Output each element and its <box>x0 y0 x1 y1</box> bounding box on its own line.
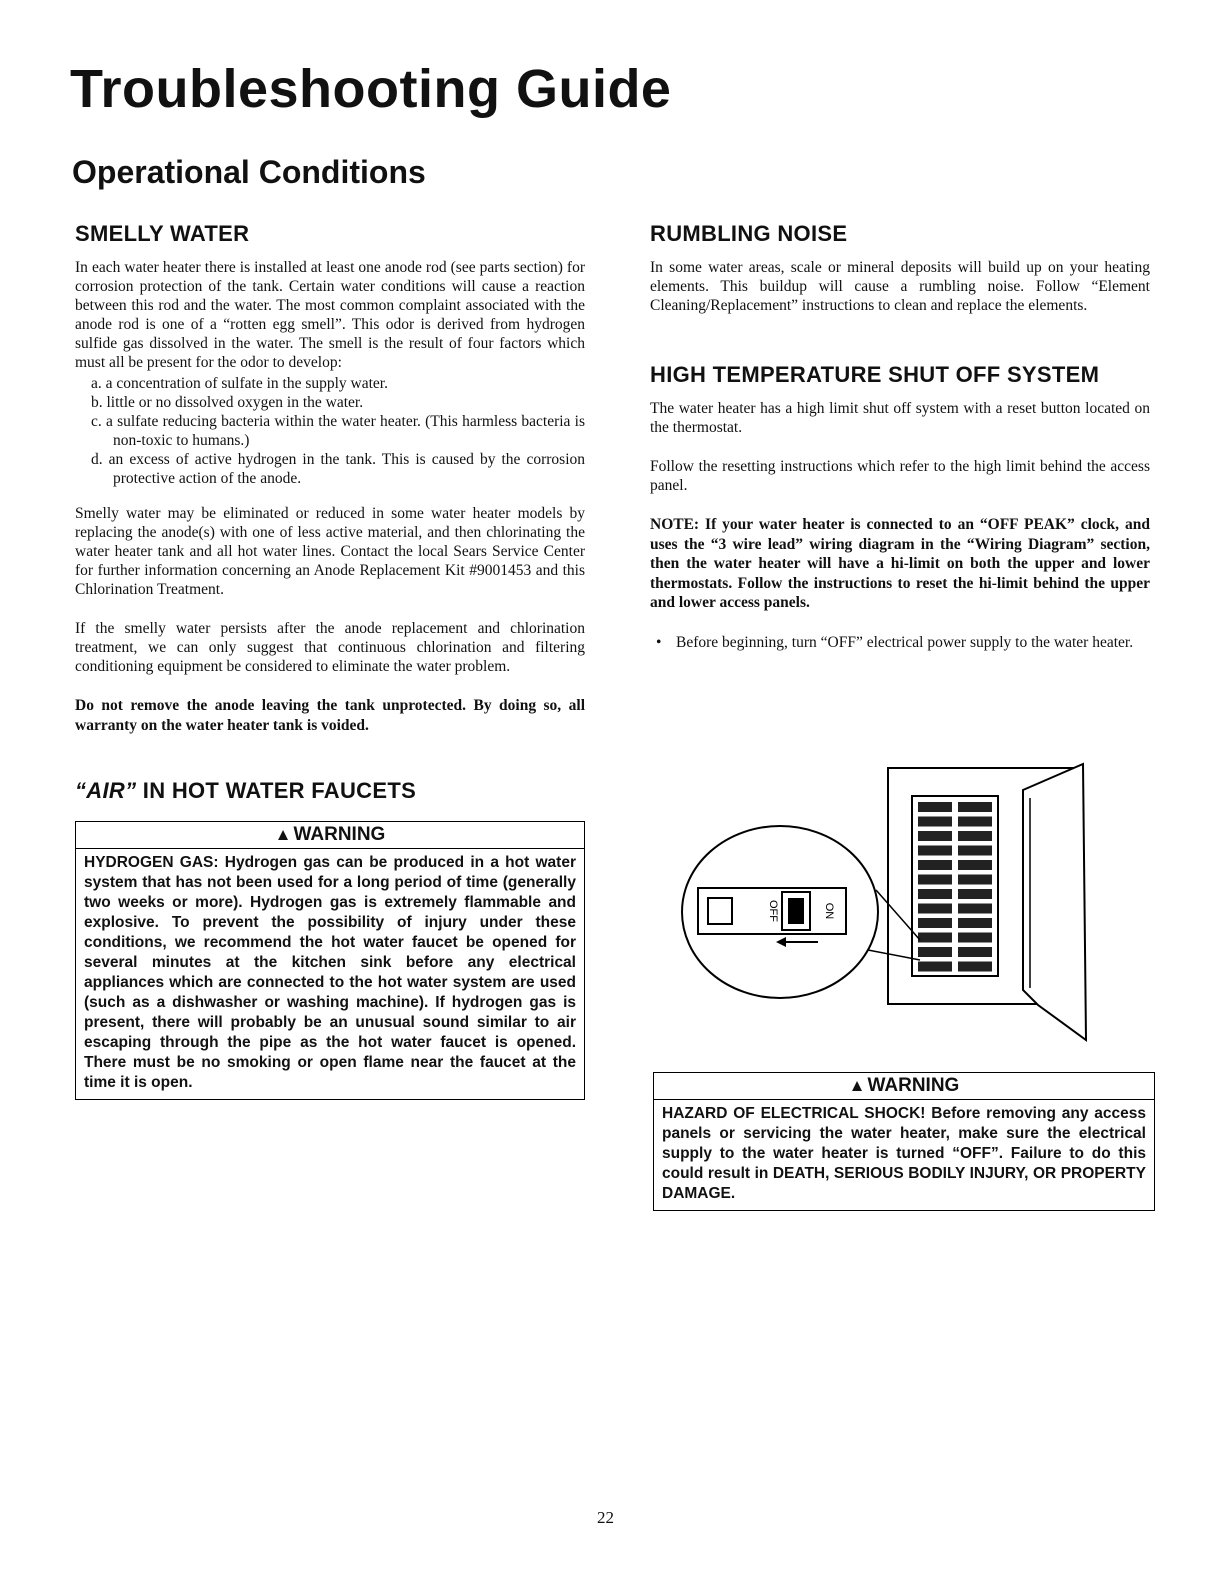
breaker-row <box>918 846 952 856</box>
smelly-water-heading: SMELLY WATER <box>75 221 250 246</box>
breaker-row <box>958 918 992 928</box>
electrical-warning-box <box>653 1072 1155 1211</box>
breaker-row <box>918 875 952 885</box>
section-title: Operational Conditions <box>72 154 426 190</box>
air-heading-rest: IN HOT WATER FAUCETS <box>136 778 417 804</box>
power-off-list <box>650 633 1150 652</box>
breaker-row <box>918 904 952 914</box>
warning-triangle-icon: ▲ <box>848 1076 866 1095</box>
breaker-off-label: OFF <box>767 900 779 922</box>
breaker-row <box>918 889 952 899</box>
breaker-row <box>918 860 952 870</box>
breaker-row <box>958 904 992 914</box>
breaker-panel-illustration <box>678 760 1098 1060</box>
anode-warning: Do not remove the anode leaving the tank unprotected. By doing so, all warranty on the water heater tank is voided. <box>75 697 585 734</box>
breaker-row <box>958 933 992 943</box>
smelly-water-intro: In each water heater there is installed at least one anode rod (see parts section) for corrosion protection of the tank. Certain water conditions will cause a reaction between this rod and the water. The most common complaint associated with the anode rod is one of a “rotten egg smell”. This odor is derived from hydrogen sulfide gas dissolved in the water. The smell is the result of four factors which must all be present for the odor to develop: <box>75 259 585 372</box>
smelly-water-factors <box>75 374 585 488</box>
high-temp-para1: The water heater has a high limit shut off system with a reset button located on the thermostat. <box>650 400 1150 437</box>
breaker-row <box>918 831 952 841</box>
breaker-row <box>918 947 952 957</box>
rumbling-text: In some water areas, scale or mineral deposits will build up on your heating elements. This buildup will cause a rumbling noise. Follow “Element Cleaning/Replacement” instructions to clean and replace the elements. <box>650 259 1150 315</box>
hydrogen-warning-text: HYDROGEN GAS: Hydrogen gas can be produced in a hot water system that has not been used for a long period of time (generally two weeks or more). Hydrogen gas is extremely flammable and explosive. To prevent the possibility of injury under these conditions, we recommend the hot water faucet be opened for several minutes at the kitchen sink before any electrical appliances which are connected to the hot water system are used (such as a dishwasher or washing machine). If hydrogen gas is present, there will probably be an unusual sound similar to air escaping through the pipe as the hot water faucet is opened. There must be no smoking or open flame near the faucet at the time it is open. <box>84 854 576 1092</box>
breaker-row <box>918 918 952 928</box>
factor-item: a. a concentration of sulfate in the supply water. <box>91 375 388 393</box>
breaker-square <box>708 898 732 924</box>
breaker-row <box>958 831 992 841</box>
breaker-row <box>918 962 952 972</box>
page-title: Troubleshooting Guide <box>70 59 672 119</box>
air-faucets-heading <box>75 779 585 803</box>
page-number: 22 <box>597 1508 614 1527</box>
hydrogen-warning-box <box>75 821 585 1100</box>
breaker-row <box>958 860 992 870</box>
warning-triangle-icon: ▲ <box>274 825 292 845</box>
smelly-water-remedy: Smelly water may be eliminated or reduced in some water heater models by replacing the anode(s) with one of less active material, and then chlorinating the water heater tank and all hot water lines. Contact the local Sears Service Center for further information concerning an Anode Replacement Kit #9001453 and this Chlorination Treatment. <box>75 505 585 599</box>
breaker-row <box>958 846 992 856</box>
warning-label: WARNING <box>293 824 386 846</box>
electrical-warning-text: HAZARD OF ELECTRICAL SHOCK! Before removing any access panels or servicing the water heater, make sure the electrical supply to the water heater is turned “OFF”. Failure to do this could result in DEATH, SERIOUS BODILY INJURY, OR PROPERTY DAMAGE. <box>662 1105 1146 1202</box>
breaker-on-label: ON <box>823 902 835 920</box>
breaker-row <box>958 802 992 812</box>
breaker-row <box>958 875 992 885</box>
list-item <box>656 633 1150 652</box>
warning-header <box>76 824 584 849</box>
high-temp-heading: HIGH TEMPERATURE SHUT OFF SYSTEM <box>650 362 1100 388</box>
high-temp-para2: Follow the resetting instructions which refer to the high limit behind the access panel. <box>650 458 1150 495</box>
panel-door <box>1023 764 1086 1040</box>
rumbling-heading: RUMBLING NOISE <box>650 221 848 246</box>
bullet-icon: • <box>656 633 662 651</box>
power-off-text: Before beginning, turn “OFF” electrical power supply to the water heater. <box>676 633 1134 651</box>
left-column <box>75 222 585 1100</box>
breaker-row <box>958 889 992 899</box>
factor-item: b. little or no dissolved oxygen in the water. <box>91 394 364 412</box>
factor-item: d. an excess of active hydrogen in the tank. This is caused by the corrosion protective action of the anode. <box>91 451 585 488</box>
warning-label: WARNING <box>867 1075 960 1096</box>
breaker-row <box>958 962 992 972</box>
right-column <box>650 222 1150 652</box>
off-peak-note: NOTE: If your water heater is connected to an “OFF PEAK” clock, and uses the “3 wire lead” wiring diagram in the “Wiring Diagram” section, then the water heater will have a hi-limit on both the upper and lower thermostats. Follow the instructions to reset the hi-limit behind the upper and lower access panels. <box>650 516 1150 612</box>
breaker-row <box>918 817 952 827</box>
breaker-row <box>958 817 992 827</box>
breaker-row <box>918 802 952 812</box>
air-quoted: “AIR” <box>75 778 137 804</box>
warning-header <box>654 1075 1154 1100</box>
breaker-row <box>918 933 952 943</box>
breaker-row <box>958 947 992 957</box>
smelly-water-persist: If the smelly water persists after the anode replacement and chlorination treatment, we can only suggest that continuous chlorination and filtering conditioning equipment be considered to eliminate the water problem. <box>75 620 585 676</box>
factor-item: c. a sulfate reducing bacteria within the water heater. (This harmless bacteria is non-toxic to humans.) <box>91 413 585 450</box>
